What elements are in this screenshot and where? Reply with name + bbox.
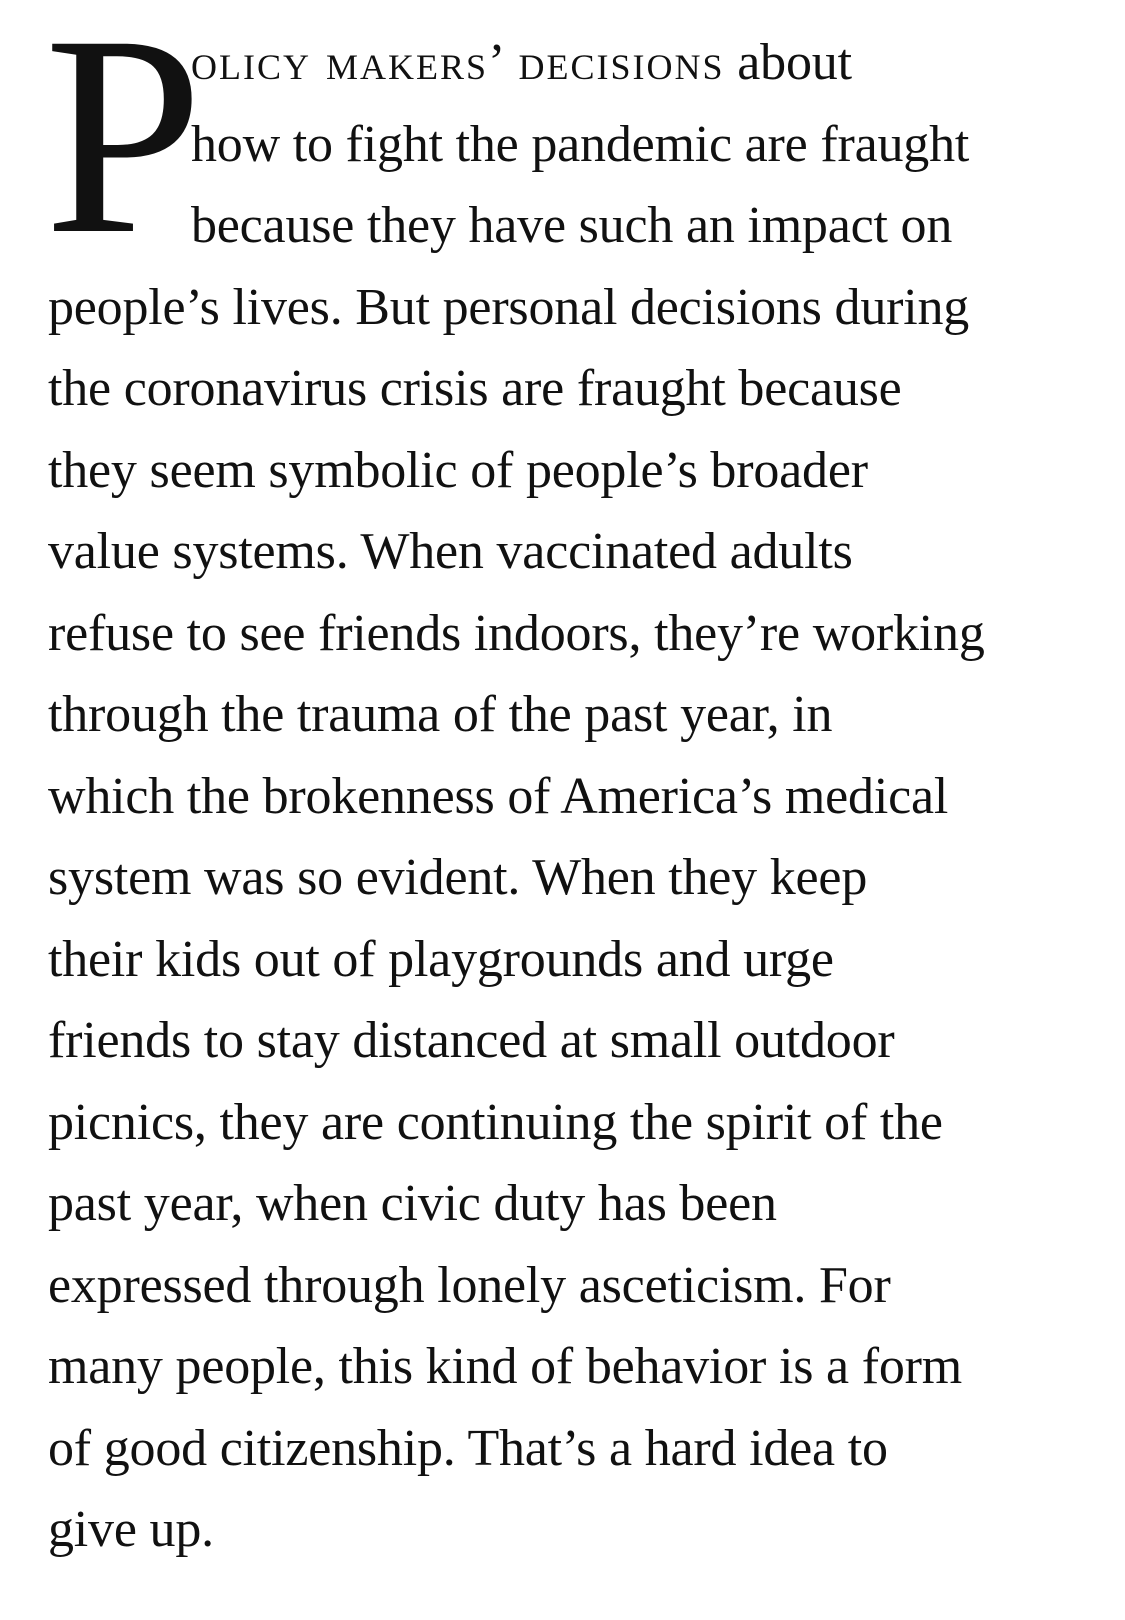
text-line-18: of good citizenship. That’s a hard idea to <box>48 1419 888 1477</box>
text-line-6: they seem symbolic of people’s broader <box>48 441 868 499</box>
text-line-13: friends to stay distanced at small outdoor <box>48 1012 895 1069</box>
text-line-17: many people, this kind of behavior is a form <box>48 1338 962 1395</box>
text-line-12: their kids out of playgrounds and urge <box>48 930 834 988</box>
text-line-10: which the brokenness of America’s medical <box>48 767 949 825</box>
lead-in-small-caps: olicy makers’ decisions <box>191 34 725 91</box>
article-paragraph <box>48 22 1085 1571</box>
text-line-19: give up. <box>48 1501 214 1558</box>
text-line-2: how to fight the pandemic are fraught <box>191 115 970 173</box>
text-line-16: expressed through lonely asceticism. For <box>48 1256 891 1314</box>
text-line-3: because they have such an impact on <box>191 197 953 254</box>
text-line-4: people’s lives. But personal decisions during <box>48 278 970 336</box>
text-line-11: system was so evident. When they keep <box>48 849 868 906</box>
text-line-1 <box>48 22 1085 104</box>
text-line-8: refuse to see friends indoors, they’re working <box>48 604 985 662</box>
text-line-5: the coronavirus crisis are fraught because <box>48 360 902 417</box>
text-line-1-rest: about <box>724 34 852 91</box>
drop-cap-letter: P <box>44 0 204 293</box>
text-line-15: past year, when civic duty has been <box>48 1175 777 1232</box>
text-line-9: through the trauma of the past year, in <box>48 686 833 743</box>
text-line-7: value systems. When vaccinated adults <box>48 523 853 580</box>
text-line-14: picnics, they are continuing the spirit of the <box>48 1093 943 1151</box>
